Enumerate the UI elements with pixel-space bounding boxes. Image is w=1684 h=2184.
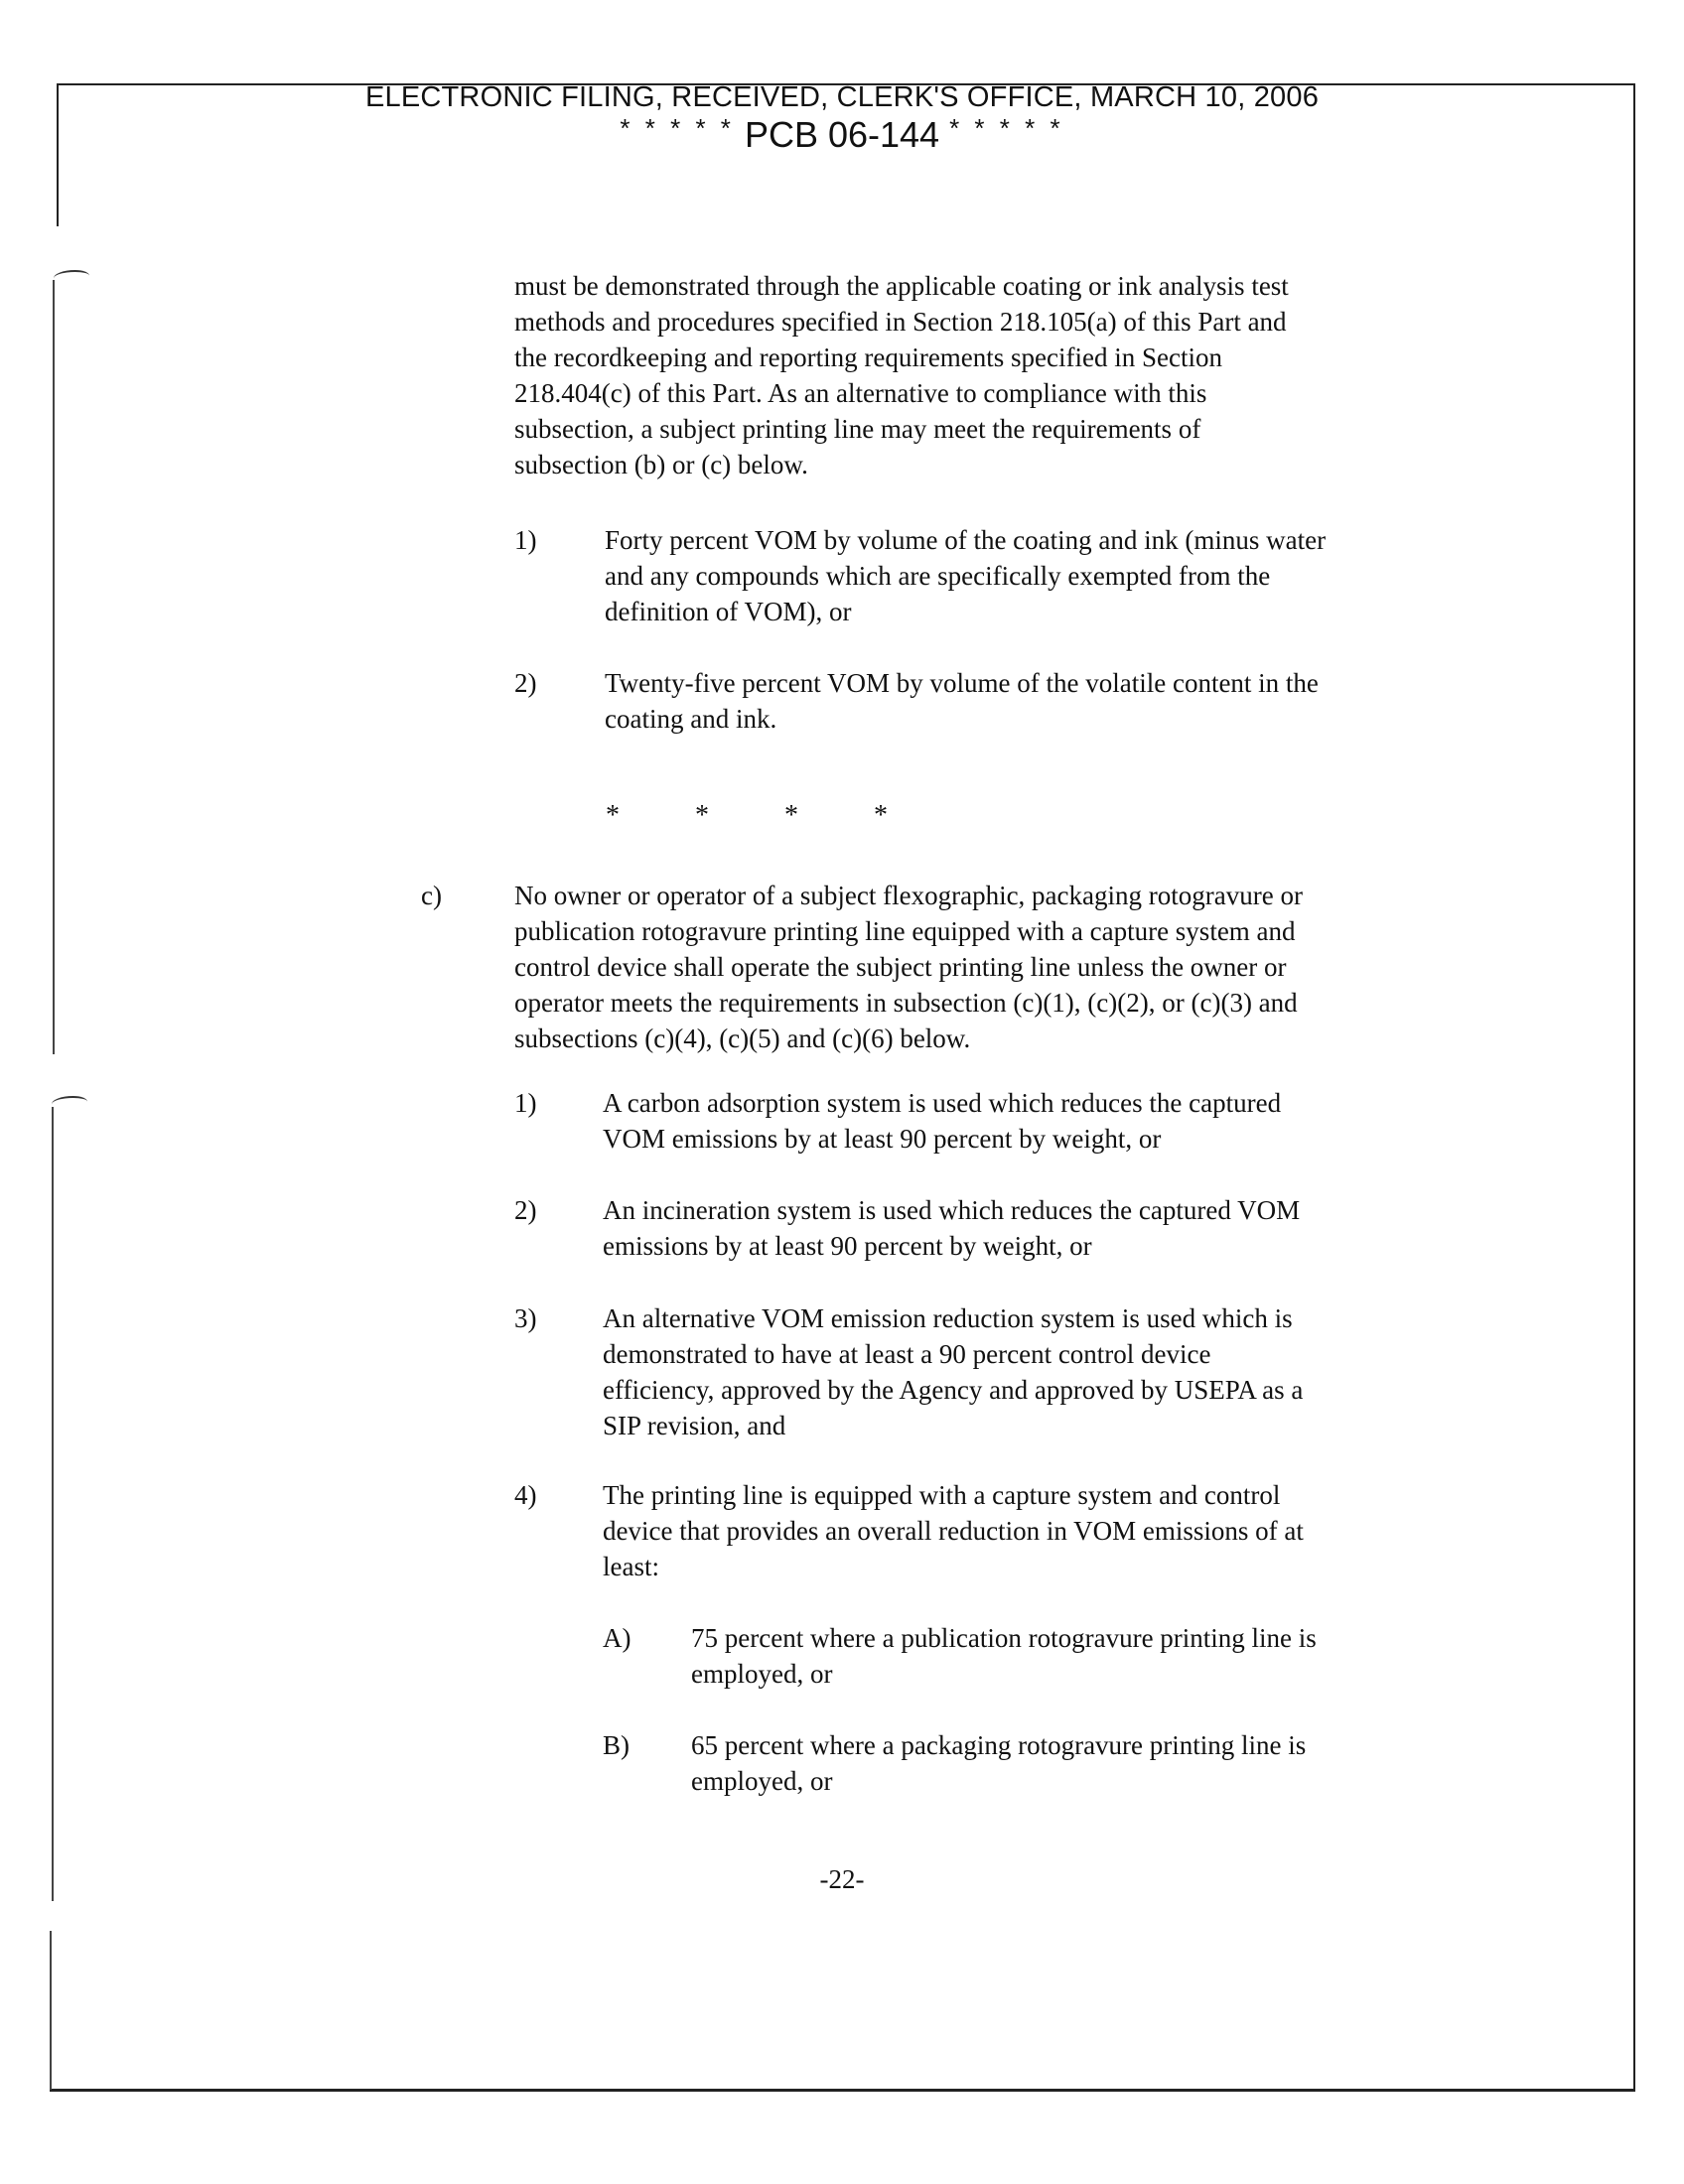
text-line: A carbon adsorption system is used which reduces the captured — [603, 1088, 1282, 1118]
intro-paragraph — [514, 268, 1289, 482]
text-line: control device shall operate the subject printing line unless the owner or — [514, 952, 1287, 982]
list-item-label: 3) — [514, 1303, 537, 1333]
list-item-label: 1) — [514, 1088, 537, 1118]
text-line: An alternative VOM emission reduction system is used which is — [603, 1303, 1293, 1333]
text-line: methods and procedures specified in Section 218.105(a) of this Part and — [514, 307, 1287, 337]
text-line: 218.404(c) of this Part. As an alternative to compliance with this — [514, 378, 1207, 408]
sub-item — [691, 1727, 1306, 1799]
text-line: employed, or — [691, 1659, 833, 1689]
list-item-label: 2) — [514, 668, 537, 698]
page-border-left — [50, 1931, 52, 2090]
text-line: publication rotogravure printing line equipped with a capture system and — [514, 916, 1296, 946]
filing-stamp-line: ELECTRONIC FILING, RECEIVED, CLERK'S OFFICE, MARCH 10, 2006 — [364, 81, 1320, 113]
section-c-paragraph — [514, 878, 1303, 1056]
sub-item-label: A) — [603, 1623, 632, 1653]
text-line: and any compounds which are specifically exempted from the — [605, 561, 1271, 591]
text-line: demonstrated to have at least a 90 percent control device — [603, 1339, 1211, 1369]
case-number: PCB 06-144 — [744, 114, 940, 155]
page-border-bottom — [50, 2089, 1635, 2092]
list-item — [605, 665, 1319, 737]
asterisk: * — [606, 800, 620, 831]
binding-mark — [52, 1096, 87, 1110]
sub-item-label: B) — [603, 1730, 630, 1760]
asterisk: * — [695, 800, 709, 831]
text-line: Twenty-five percent VOM by volume of the volatile content in the — [605, 668, 1319, 698]
text-line: employed, or — [691, 1766, 833, 1796]
sub-item — [691, 1620, 1317, 1692]
list-item — [603, 1300, 1303, 1443]
asterisk: * — [874, 800, 888, 831]
stars-right: * * * * * — [949, 113, 1064, 143]
list-item — [603, 1477, 1304, 1584]
text-line: the recordkeeping and reporting requirements specified in Section — [514, 342, 1222, 372]
section-separator — [606, 800, 963, 832]
text-line: The printing line is equipped with a capture system and control — [603, 1480, 1281, 1510]
text-line: coating and ink. — [605, 704, 777, 734]
text-line: subsection, a subject printing line may meet the requirements of — [514, 414, 1201, 444]
text-line: must be demonstrated through the applicable coating or ink analysis test — [514, 271, 1289, 301]
text-line: 75 percent where a publication rotogravure printing line is — [691, 1623, 1317, 1653]
list-item-label: 4) — [514, 1480, 537, 1510]
text-line: least: — [603, 1552, 659, 1581]
stars-left: * * * * * — [620, 113, 735, 143]
text-line: emissions by at least 90 percent by weight, or — [603, 1231, 1092, 1261]
asterisk: * — [784, 800, 798, 831]
text-line: 65 percent where a packaging rotogravure printing line is — [691, 1730, 1307, 1760]
list-item-label: 1) — [514, 525, 537, 555]
text-line: SIP revision, and — [603, 1411, 786, 1440]
list-item — [603, 1085, 1281, 1157]
text-line: subsections (c)(4), (c)(5) and (c)(6) below. — [514, 1024, 971, 1053]
text-line: subsection (b) or (c) below. — [514, 450, 808, 479]
list-item — [605, 522, 1326, 629]
text-line: VOM emissions by at least 90 percent by weight, or — [603, 1124, 1162, 1154]
text-line: efficiency, approved by the Agency and approved by USEPA as a — [603, 1375, 1304, 1405]
case-number-line — [0, 113, 1684, 156]
page-number: -22- — [819, 1864, 865, 1894]
page-border-right — [1633, 83, 1635, 2091]
section-label: c) — [421, 881, 442, 910]
text-line: Forty percent VOM by volume of the coating and ink (minus water — [605, 525, 1327, 555]
text-line: definition of VOM), or — [605, 597, 852, 626]
text-line: No owner or operator of a subject flexographic, packaging rotogravure or — [514, 881, 1303, 910]
list-item-label: 2) — [514, 1195, 537, 1225]
text-line: device that provides an overall reduction in VOM emissions of at — [603, 1516, 1304, 1546]
page-border-left — [53, 280, 55, 1054]
list-item — [603, 1192, 1300, 1264]
binding-mark — [54, 270, 89, 284]
text-line: operator meets the requirements in subsection (c)(1), (c)(2), or (c)(3) and — [514, 988, 1298, 1018]
text-line: An incineration system is used which reduces the captured VOM — [603, 1195, 1301, 1225]
page-border-left — [52, 1107, 54, 1901]
